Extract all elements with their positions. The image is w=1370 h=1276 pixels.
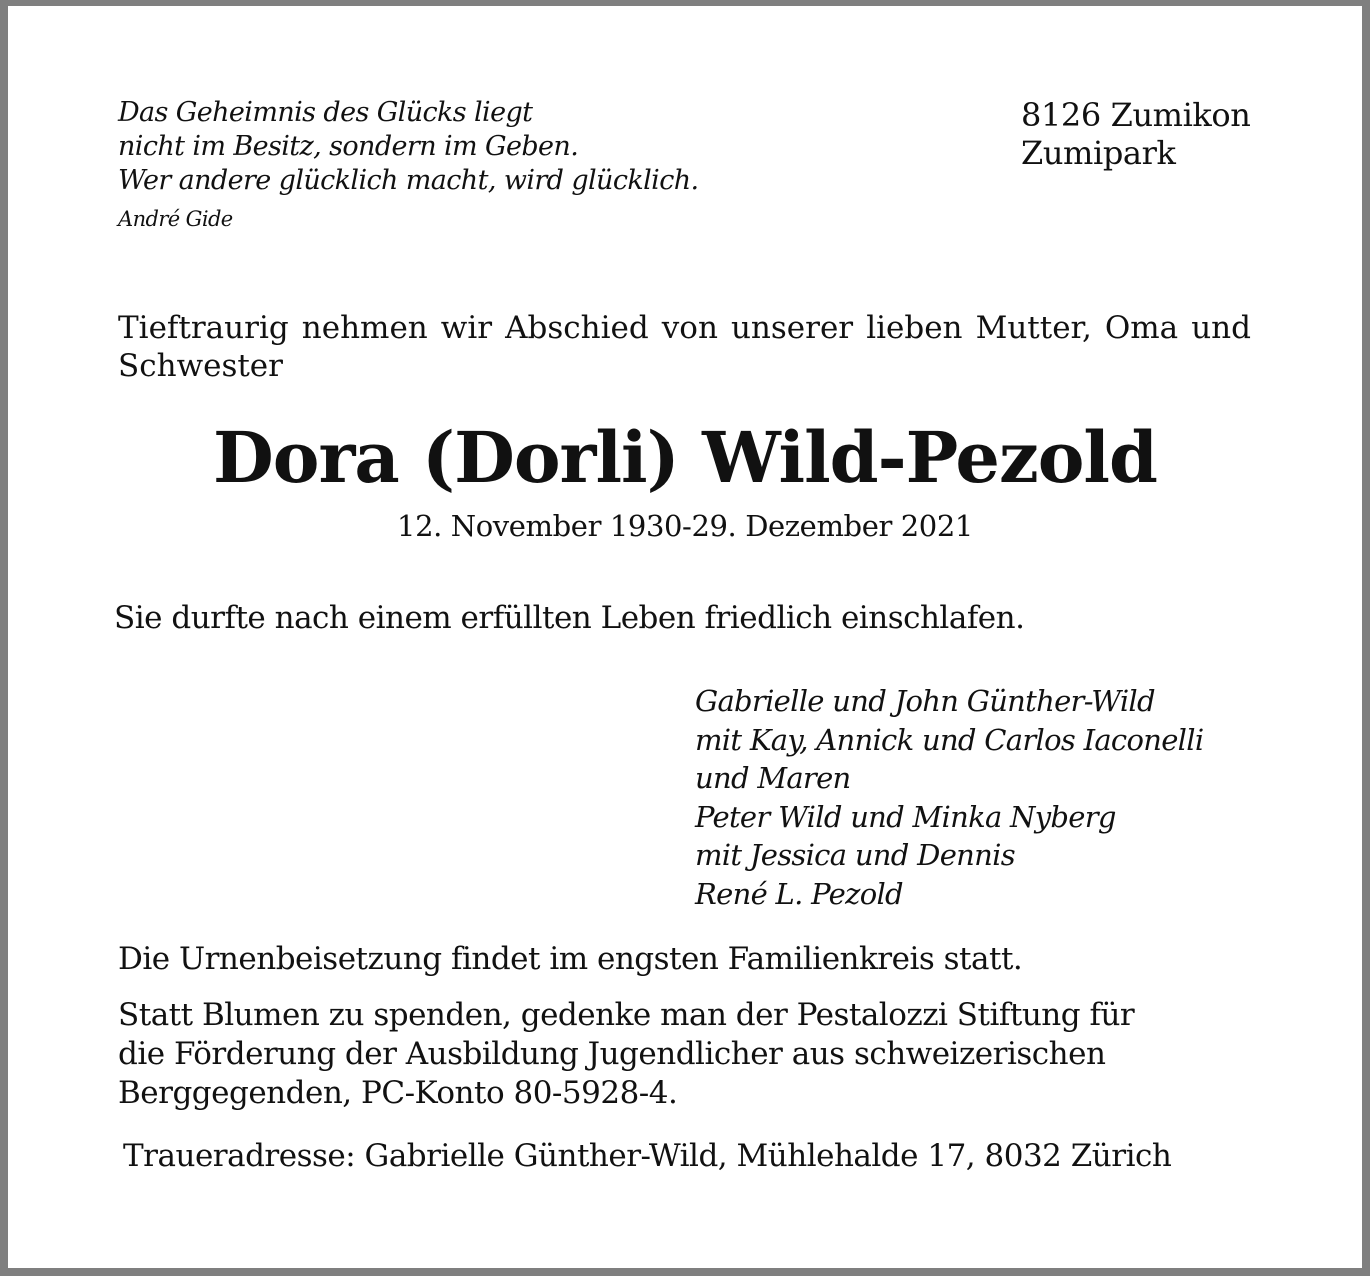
donation-line: Statt Blumen zu spenden, gedenke man der Pestalozzi Stiftung für (118, 997, 1135, 1033)
deceased-dates: 12. November 1930-29. Dezember 2021 (397, 509, 973, 543)
quote-block (118, 96, 699, 234)
funeral-text: Die Urnenbeisetzung findet im engsten Familienkreis statt. (118, 941, 1023, 977)
quote-line: Wer andere glücklich macht, wird glücklich. (118, 165, 699, 196)
quote-line: nicht im Besitz, sondern im Geben. (118, 131, 579, 162)
quote-line: Das Geheimnis des Glücks liegt (118, 97, 533, 128)
location-city: 8126 Zumikon (1021, 96, 1251, 134)
peace-text: Sie durfte nach einem erfüllten Leben friedlich einschlafen. (114, 600, 1025, 636)
quote-author: André Gide (118, 207, 233, 231)
deceased-name: Dora (Dorli) Wild-Pezold (213, 416, 1157, 499)
donation-text (118, 996, 1134, 1113)
family-line: und Maren (695, 761, 851, 795)
family-line: Gabrielle und John Günther-Wild (695, 684, 1155, 718)
family-line: René L. Pezold (695, 876, 903, 911)
family-line: Peter Wild und Minka Nyberg (695, 799, 1116, 834)
family-list (695, 682, 1203, 913)
donation-line: Berggegenden, PC-Konto 80-5928-4. (118, 1075, 678, 1111)
mourning-address: Traueradresse: Gabrielle Günther-Wild, Mühlehalde 17, 8032 Zürich (123, 1138, 1172, 1174)
family-line: mit Kay, Annick und Carlos Iaconelli (695, 722, 1204, 757)
donation-line: die Förderung der Ausbildung Jugendlicher aus schweizerischen (118, 1036, 1106, 1072)
location-block (1021, 96, 1251, 172)
location-place: Zumipark (1021, 134, 1176, 172)
intro-text: Tieftraurig nehmen wir Abschied von unserer lieben Mutter, Oma und Schwester (118, 310, 1251, 384)
family-line: mit Jessica und Dennis (695, 838, 1015, 872)
